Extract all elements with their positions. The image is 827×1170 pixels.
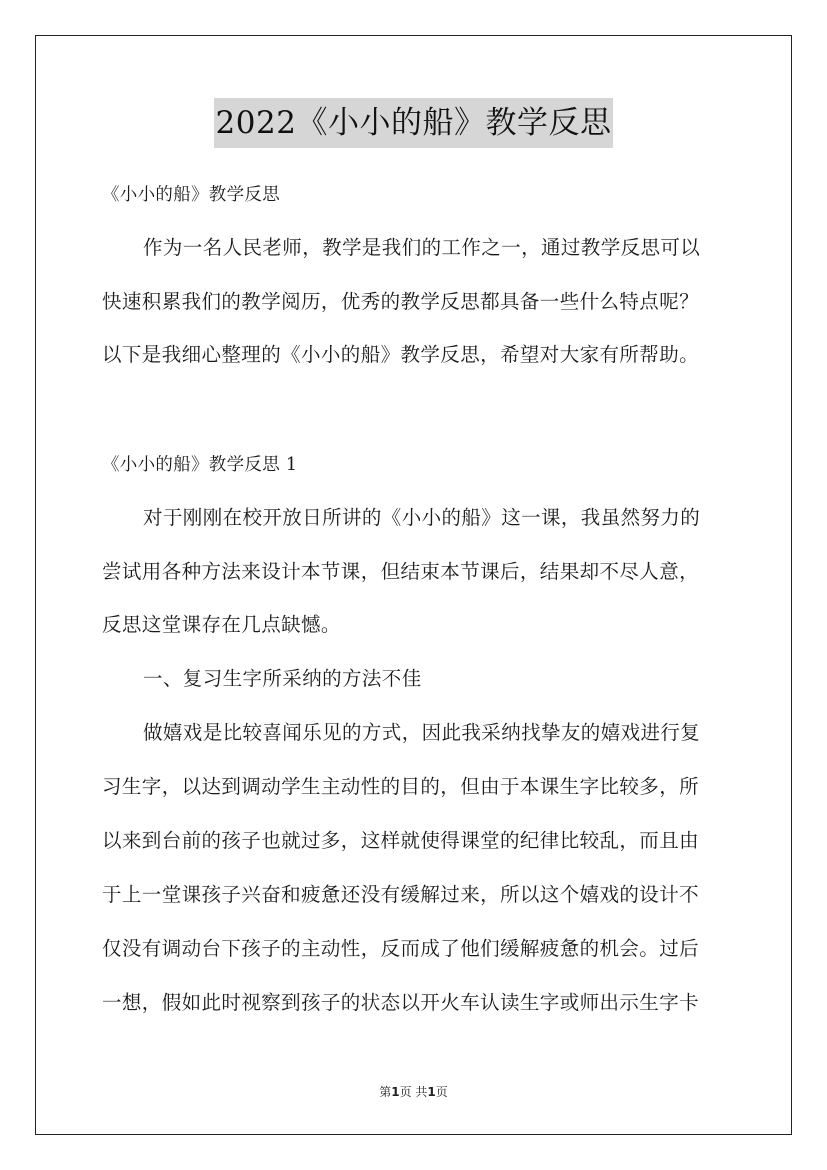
footer-mid: 页 共	[399, 1085, 428, 1099]
section-heading: 《小小的船》教学反思 1	[102, 455, 298, 475]
page-footer	[0, 1083, 827, 1100]
footer-prefix: 第	[379, 1085, 392, 1099]
footer-suffix: 页	[435, 1085, 448, 1099]
point1-heading: 一、复习生字所采纳的方法不佳	[143, 667, 422, 690]
intro-line-3: 以下是我细心整理的《小小的船》教学反思，希望对大家有所帮助。	[102, 343, 700, 366]
document-title: 2022《小小的船》教学反思	[214, 98, 614, 148]
footer-total-pages: 1	[427, 1085, 436, 1099]
para2-line-5: 仅没有调动台下孩子的主动性，反而成了他们缓解疲惫的机会。过后	[102, 937, 700, 960]
footer-page-number: 1	[391, 1085, 400, 1099]
para2-line-3: 以来到台前的孩子也就过多，这样就使得课堂的纪律比较乱，而且由	[102, 829, 700, 852]
intro-line-1: 作为一名人民老师，教学是我们的工作之一，通过教学反思可以	[143, 236, 701, 259]
intro-line-2: 快速积累我们的教学阅历，优秀的教学反思都具备一些什么特点呢？	[102, 290, 700, 313]
para2-line-4: 于上一堂课孩子兴奋和疲惫还没有缓解过来，所以这个嬉戏的设计不	[102, 883, 700, 906]
para2-line-6: 一想，假如此时视察到孩子的状态以开火车认读生字或师出示生字卡	[102, 991, 700, 1014]
para2-line-2: 习生字，以达到调动学生主动性的目的，但由于本课生字比较多，所	[102, 775, 700, 798]
title-container	[0, 98, 827, 148]
para1-line-1: 对于刚刚在校开放日所讲的《小小的船》这一课，我虽然努力的	[143, 506, 701, 529]
para1-line-2: 尝试用各种方法来设计本节课，但结束本节课后，结果却不尽人意，	[102, 560, 700, 583]
subtitle: 《小小的船》教学反思	[102, 185, 280, 205]
para2-line-1: 做嬉戏是比较喜闻乐见的方式，因此我采纳找挚友的嬉戏进行复	[143, 721, 701, 744]
para1-line-3: 反思这堂课存在几点缺憾。	[102, 613, 341, 636]
